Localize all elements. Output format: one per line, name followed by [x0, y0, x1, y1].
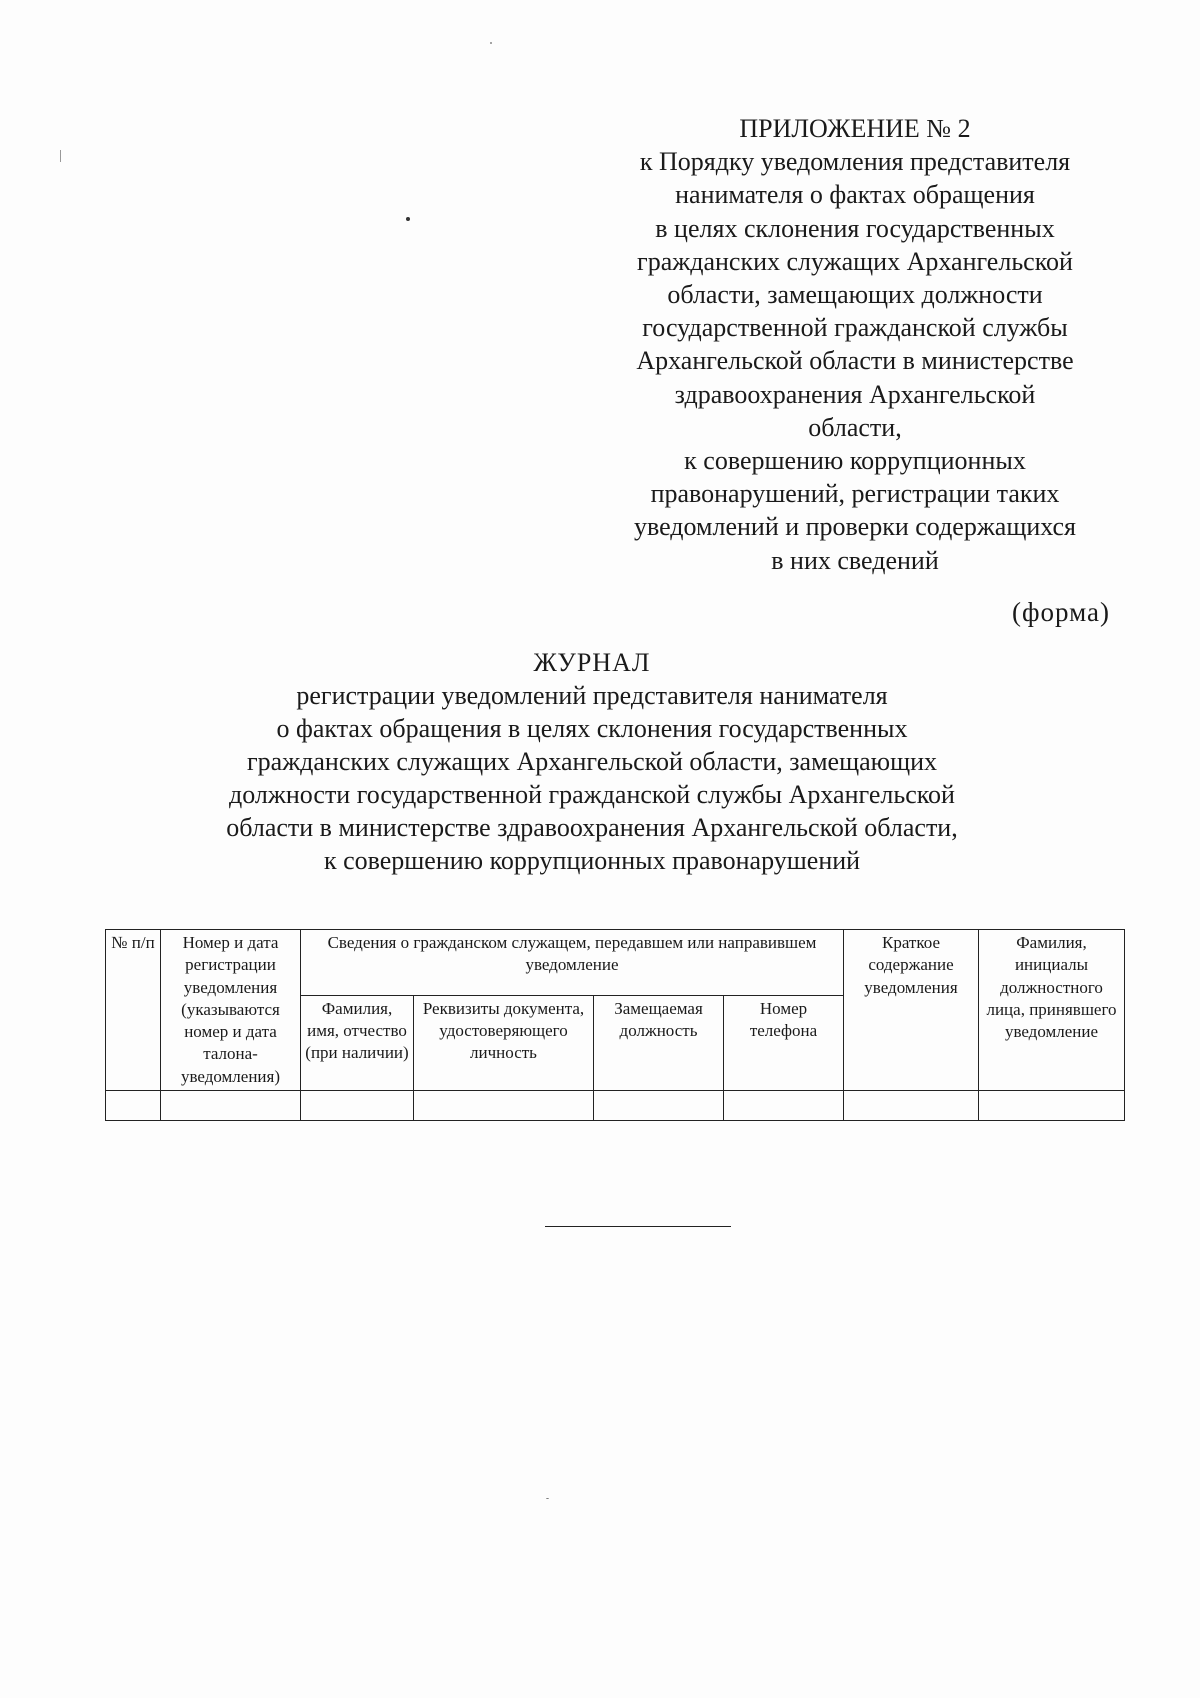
appendix-line: правонарушений, регистрации таких — [650, 479, 1060, 509]
table-cell — [106, 1091, 161, 1121]
table-cell — [301, 1091, 414, 1121]
scan-speck — [60, 150, 61, 162]
table-row — [106, 1091, 1125, 1121]
scan-speck — [406, 217, 410, 221]
table-cell — [979, 1091, 1125, 1121]
appendix-line: гражданских служащих Архангельской — [637, 246, 1073, 276]
scan-speck — [546, 1498, 549, 1499]
journal-title-line: области в министерстве здравоохранения Архангельской области, — [226, 813, 958, 842]
header-official: Фамилия, инициалы должностного лица, принявшего уведомление — [979, 930, 1125, 1091]
table-cell — [161, 1091, 301, 1121]
form-mark: (форма) — [1012, 597, 1110, 627]
appendix-line: в целях склонения государственных — [655, 213, 1055, 243]
journal-title-line: к совершению коррупционных правонарушений — [323, 846, 861, 875]
table-header-row — [106, 930, 1125, 996]
journal-title-line: регистрации уведомлений представителя нанимателя — [296, 681, 888, 710]
appendix-line: в них сведений — [771, 545, 939, 575]
journal-table — [105, 929, 1125, 1121]
appendix-title: ПРИЛОЖЕНИЕ № 2 — [739, 114, 971, 143]
appendix-line: области, замещающих должности — [667, 280, 1043, 310]
appendix-line: государственной гражданской службы — [642, 313, 1068, 343]
journal-title-line: гражданских служащих Архангельской области, замещающих — [246, 747, 938, 776]
header-employee-group: Сведения о гражданском служащем, передавшем или направившем уведомление — [301, 930, 844, 996]
appendix-line: Архангельской области в министерстве — [636, 346, 1074, 376]
end-separator-line — [545, 1226, 731, 1227]
appendix-line: к совершению коррупционных — [684, 446, 1026, 476]
header-full-name: Фамилия, имя, отчество (при наличии) — [301, 995, 414, 1090]
header-registration: Номер и дата регистрации уведомления (указываются номер и дата талона-уведомления) — [161, 930, 301, 1091]
header-position: Замещаемая должность — [594, 995, 724, 1090]
journal-title-line: о фактах обращения в целях склонения государственных — [276, 714, 908, 743]
appendix-line: области, — [808, 412, 902, 442]
appendix-block — [610, 112, 1100, 577]
scan-speck — [490, 42, 492, 44]
header-phone: Номер телефона — [724, 995, 844, 1090]
appendix-line: здравоохранения Архангельской — [674, 379, 1036, 409]
journal-heading: ЖУРНАЛ — [533, 648, 651, 677]
appendix-line: к Порядку уведомления представителя — [639, 147, 1071, 177]
appendix-line: нанимателя о фактах обращения — [675, 180, 1035, 210]
table-cell — [594, 1091, 724, 1121]
journal-title-line: должности государственной гражданской службы Архангельской — [229, 780, 955, 809]
header-id-document: Реквизиты документа, удостоверяющего личность — [414, 995, 594, 1090]
table-cell — [414, 1091, 594, 1121]
appendix-line: уведомлений и проверки содержащихся — [633, 512, 1077, 542]
header-summary: Краткое содержание уведомления — [844, 930, 979, 1091]
header-number: № п/п — [106, 930, 161, 1091]
table-cell — [724, 1091, 844, 1121]
journal-title-block — [180, 646, 1004, 877]
table-cell — [844, 1091, 979, 1121]
